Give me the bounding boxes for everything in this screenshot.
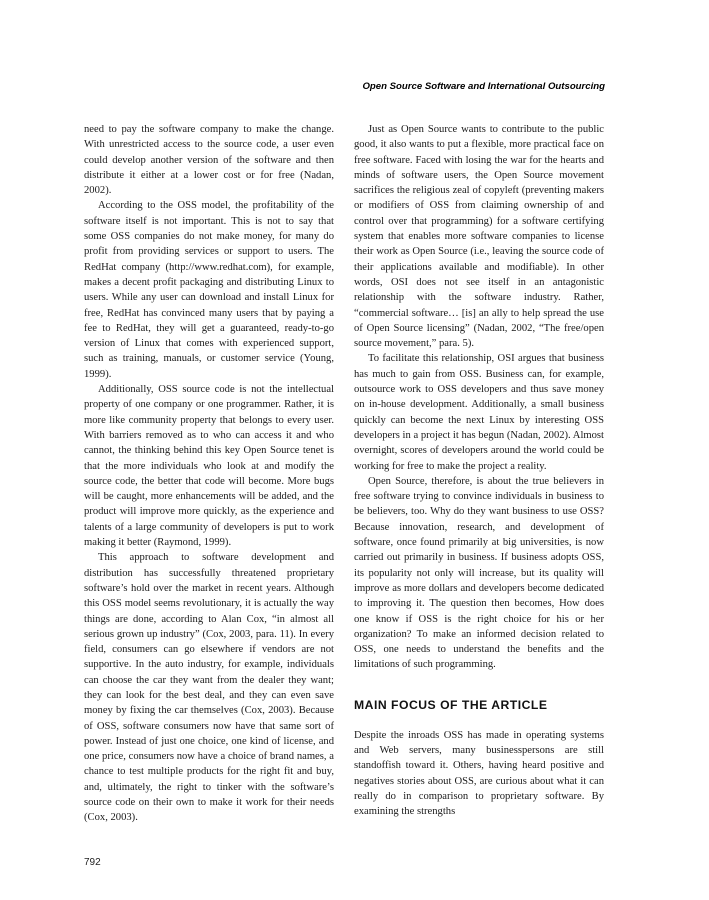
left-column — [84, 122, 334, 826]
running-header: Open Source Software and International Outsourcing — [362, 81, 605, 92]
body-paragraph: To facilitate this relationship, OSI argues that business has much to gain from OSS. Business can, for example, outsource work to OSS developers and thus save money on in-house development. Additionally, a small business quickly can become the next Linux by interesting OSS developers in a project it has begun (Nadan, 2002). Almost overnight, scores of developers around the world could be working for free to make the project a reality. — [354, 353, 604, 472]
body-paragraph: Additionally, OSS source code is not the intellectual property of one company or one programmer. Rather, it is more like community property that belongs to every user. With barriers removed as to who can access it and who cannot, the thinking behind this key Open Source tenet is that the more individuals who look at and modify the source code, the better that code will become. More bugs will be caught, more enhancements will be added, and the product will improve more quickly, as the experience and talents of a large community of developers is put to work making it better (Raymond, 1999). — [84, 384, 334, 549]
body-paragraph: Just as Open Source wants to contribute to the public good, it also wants to put a flexible, more practical face on free software. Faced with losing the war for the hearts and minds of software users, the Open Source movement sacrifices the religious zeal of copyleft (preventing makers or modifiers of OSS from claiming ownership of and control over that programming) for a software certifying system that enables more software companies to license their work as Open Source (i.e., leaving the source code of their applications available and modifiable). In other words, OSI does not see itself in an antagonistic relationship with the software industry. Rather, “commercial software… [is] an ally to help spread the use of Open Source licensing” (Nadan, 2002, “The free/open source movement,” para. 5). — [354, 124, 604, 350]
page-number: 792 — [84, 857, 101, 868]
right-column — [354, 122, 604, 819]
body-paragraph: Open Source, therefore, is about the true believers in free software trying to convince individuals in business to be believers, too. Why do they want business to use OSS? Because innovation, research, and development of software, once found primarily at big universities, is now carried out primarily in business. If business adopts OSS, its popularity not only will increase, but its quality will improve as more dollars and developers become dedicated to improving it. The question then becomes, How does one know if OSS is the right choice for his or her organization? To make an informed decision related to OSS, one needs to understand the benefits and the limitations of such programming. — [354, 475, 604, 671]
body-paragraph: This approach to software development and distribution has successfully threatened proprietary software’s hold over the market in recent years. Although this OSS model seems revolutionary, it is actually the way things are done, according to Alan Cox, “in almost all serious grown up industry” (Cox, 2003, para. 11). In every field, consumers can go elsewhere if vendors are not supportive. In the auto industry, for example, individuals can choose the car they want from the dealer they want; they can look for the best deal, and they can even save money by fixing the car themselves (Cox, 2003). Because of OSS, software consumers now have that same sort of power. Instead of just one choice, one kind of license, and one price, consumers now have a choice of brand names, a chance to test multiple products for the right fit and buy, and, ultimately, the right to tinker with the software’s source code on their own to make it work for their needs (Cox, 2003). — [84, 552, 334, 824]
section-heading: MAIN FOCUS OF THE ARTICLE — [354, 697, 548, 712]
body-paragraph: Despite the inroads OSS has made in operating systems and Web servers, many businesspersons are still standoffish toward it. Others, having heard positive and negatives stories about OSS, are curious about what it can really do in comparison to proprietary software. By examining the strengths — [354, 729, 604, 818]
body-paragraph: According to the OSS model, the profitability of the software itself is not important. This is not to say that some OSS companies do not make money, for many do profit from providing services or support to users. The RedHat company (http://www.redhat.com), for example, makes a decent profit packaging and distributing Linux to users. While any user can download and install Linux for free, RedHat has convinced many users that by paying a fee to RedHat, they will get a guaranteed, ready-to-go version of Linux that comes with experienced support, such as training, manuals, or customer service (Young, 1999). — [84, 200, 334, 380]
body-paragraph: need to pay the software company to make the change. With unrestricted access to the source code, a user even could develop another version of the software and then distribute it either at a lower cost or for free (Nadan, 2002). — [84, 124, 334, 197]
